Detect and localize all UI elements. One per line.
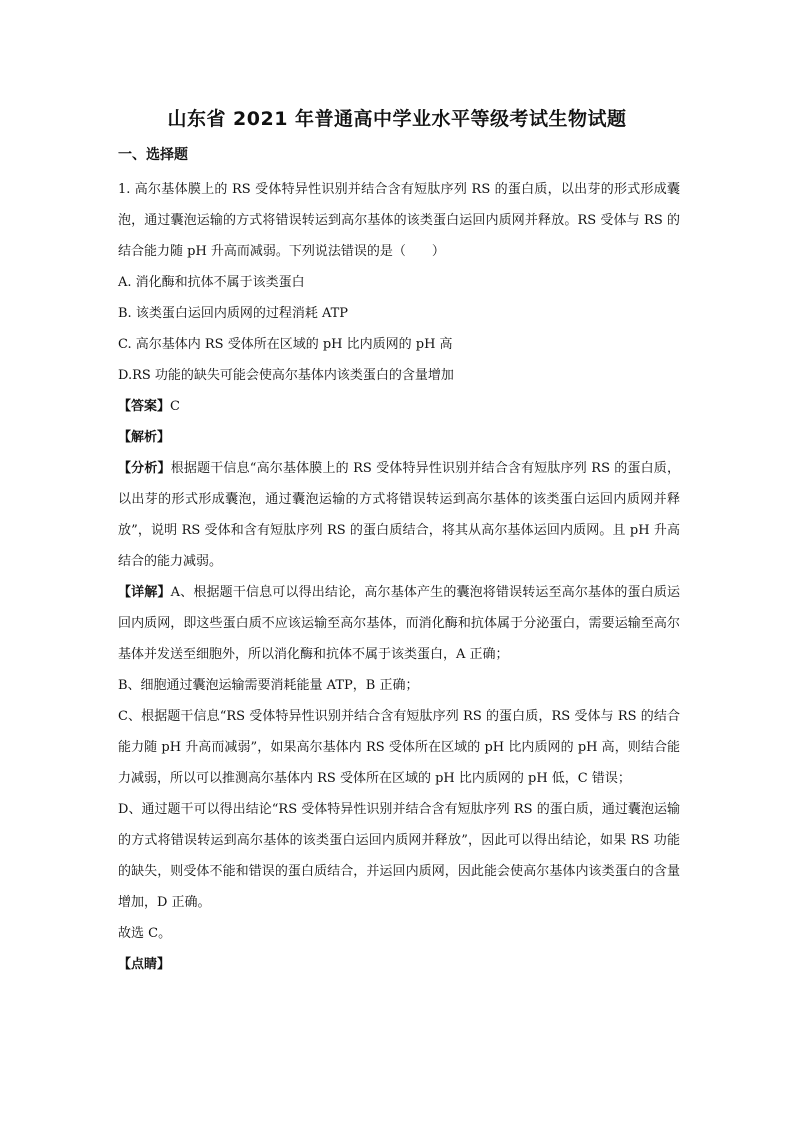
- conclusion: 故选 C。: [118, 926, 172, 941]
- answer-line: [118, 391, 680, 422]
- xiangjie-c: C、根据题干信息“RS 受体特异性识别并结合含有短肽序列 RS 的蛋白质，RS 受体与 RS 的结合能力随 pH 升高而减弱”，如果高尔基体内 RS 受体所在区域的 pH 比内质网的 pH 高，则结合能力减弱，所以可以推测高尔基体内 RS 受体所在区域的 pH 比内质网的 pH 低，C 错误；: [118, 709, 680, 786]
- option-c: C. 高尔基体内 RS 受体所在区域的 pH 比内质网的 pH 高: [118, 337, 453, 352]
- fenxi-label: 【分析】: [118, 461, 171, 476]
- dianjing-heading: 【点睛】: [118, 957, 171, 972]
- fenxi-paragraph: [118, 453, 680, 577]
- fenxi-text: 根据题干信息“高尔基体膜上的 RS 受体特异性识别并结合含有短肽序列 RS 的蛋白质，以出芽的形式形成囊泡，通过囊泡运输的方式将错误转运到高尔基体的该类蛋白运回内质网并释放”，说明 RS 受体和含有短肽序列 RS 的蛋白质结合，将其从高尔基体运回内质网。且 pH 升高结合的能力减弱。: [118, 461, 680, 569]
- xiangjie-b: B、细胞通过囊泡运输需要消耗能量 ATP，B 正确；: [118, 678, 419, 693]
- xiangjie-label: 【详解】: [118, 585, 171, 600]
- section-heading: 一、选择题: [118, 147, 188, 163]
- option-d: D.RS 功能的缺失可能会使高尔基体内该类蛋白的含量增加: [118, 368, 454, 383]
- question-body: [118, 174, 680, 980]
- xiangjie-d: D、通过题干可以得出结论“RS 受体特异性识别并结合含有短肽序列 RS 的蛋白质，通过囊泡运输的方式将错误转运到高尔基体的该类蛋白运回内质网并释放”，因此可以得出结论，如果 RS 功能的缺失，则受体不能和错误的蛋白质结合，并运回内质网，因此能会使高尔基体内该类蛋白的含量增加，D 正确。: [118, 802, 680, 910]
- question-stem: 1. 高尔基体膜上的 RS 受体特异性识别并结合含有短肽序列 RS 的蛋白质，以出芽的形式形成囊泡，通过囊泡运输的方式将错误转运到高尔基体的该类蛋白运回内质网并释放。RS 受体与 RS 的结合能力随 pH 升高而减弱。下列说法错误的是（ ）: [118, 182, 680, 259]
- exam-title: 山东省 2021 年普通高中学业水平等级考试生物试题: [167, 108, 627, 130]
- option-b: B. 该类蛋白运回内质网的过程消耗 ATP: [118, 306, 349, 321]
- option-a: A. 消化酶和抗体不属于该类蛋白: [118, 275, 305, 290]
- xiangjie-a: 【详解】A、根据题干信息可以得出结论，高尔基体产生的囊泡将错误转运至高尔基体的蛋白质运回内质网，即这些蛋白质不应该运输至高尔基体，而消化酶和抗体属于分泌蛋白，需要运输至高尔基体并发送至细胞外，所以消化酶和抗体不属于该类蛋白，A 正确；: [118, 585, 680, 662]
- answer-value: C: [170, 399, 180, 414]
- answer-label: 【答案】: [118, 399, 171, 414]
- analysis-heading: 【解析】: [118, 430, 171, 445]
